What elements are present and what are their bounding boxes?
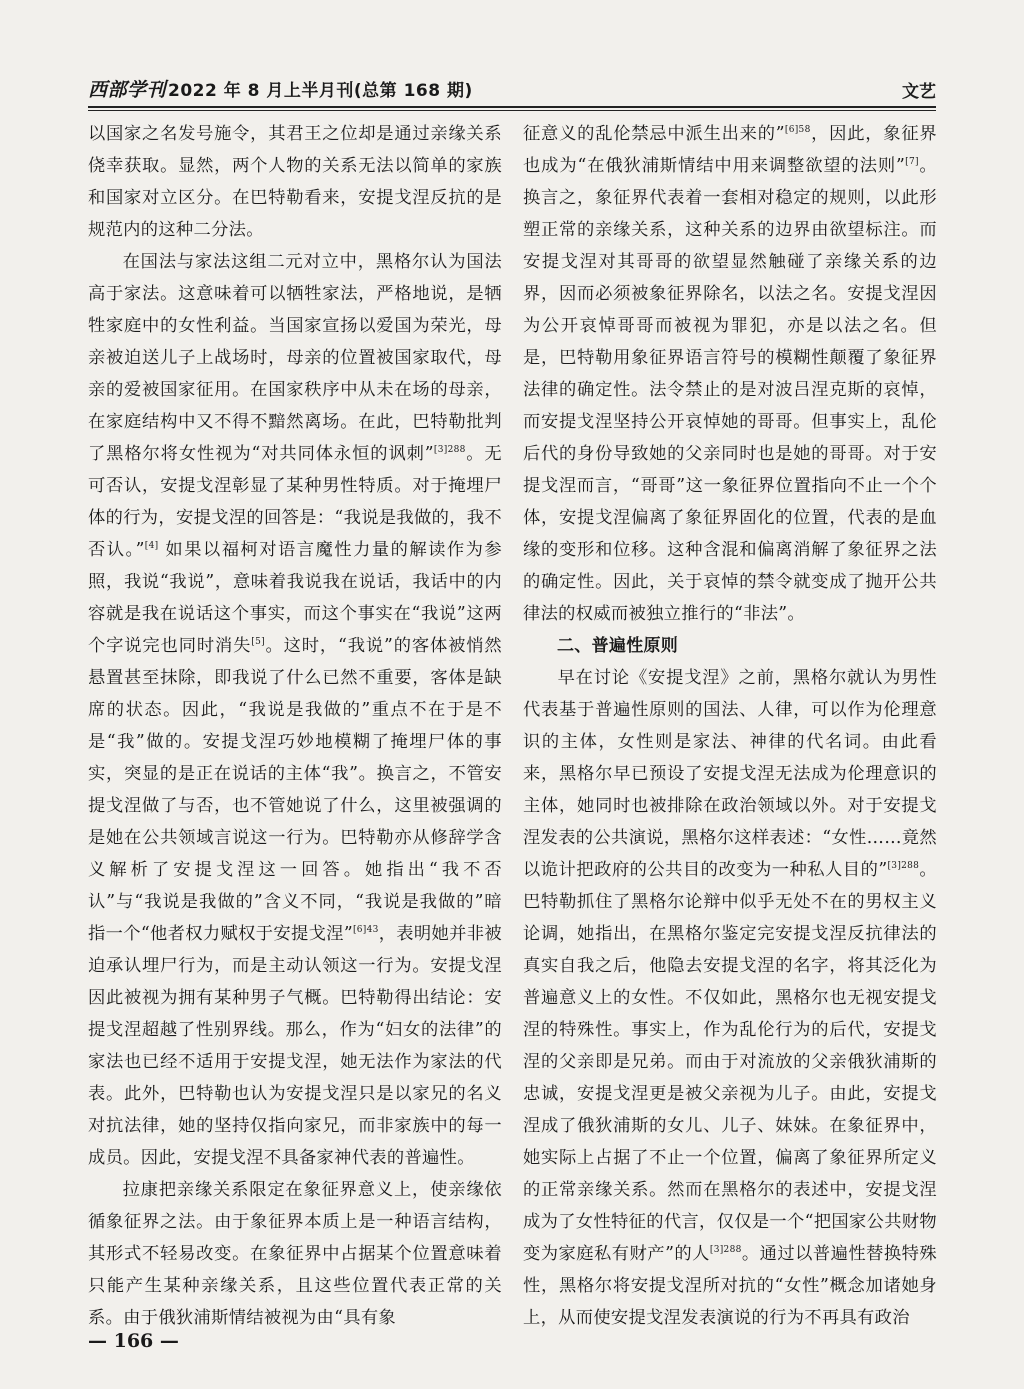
text-run: ，表明她并非被迫承认埋尸行为，而是主动认领这一行为。安提戈涅因此被视为拥有某种男子气概。巴特勒得出结论：安提戈涅超越了性别界线。那么，作为“妇女的法律”的家法也已经不适用于安提戈涅，她无法作为家法的代表。此外，巴特勒也认为安提戈涅只是以家兄的名义对抗法律，她的坚持仅指向家兄，而非家族中的每一成员。因此，安提戈涅不具备家神代表的普遍性。 (88, 924, 502, 1168)
journal-info (88, 75, 473, 102)
paragraph (88, 1174, 502, 1334)
journal-logo: 西部学刊 (88, 79, 167, 101)
paragraph (88, 118, 502, 246)
citation-ref: [4] (144, 541, 159, 552)
header-rule (88, 106, 936, 108)
paragraph (88, 246, 502, 1174)
text-run: 如果以福柯对语言魔性力量的解读作为参照，我说“我说”，意味着我说我在说话，我话中的内容就是我在说话这个事实，而这个事实在“我说”这两个字说完也同时消失 (88, 540, 503, 656)
text-run: ，因此，象征界也成为“在俄狄浦斯情结中用来调整欲望的法则” (523, 124, 937, 176)
citation-ref: [3]288 (887, 861, 920, 872)
citation-ref: [6]43 (352, 925, 379, 936)
citation-ref: [6]58 (784, 125, 811, 136)
text-run: 征意义的乱伦禁忌中派生出来的” (523, 124, 785, 144)
text-run: 。换言之，象征界代表着一套相对稳定的规则，以此形塑正常的亲缘关系，这种关系的边界由欲望标注。而安提戈涅对其哥哥的欲望显然触碰了亲缘关系的边界，因而必须被象征界除名，以法之名。安提戈涅因为公开哀悼哥哥而被视为罪犯，亦是以法之名。但是，巴特勒用象征界语言符号的模糊性颠覆了象征界法律的确定性。法令禁止的是对波吕涅克斯的哀悼，而安提戈涅坚持公开哀悼她的哥哥。但事实上，乱伦后代的身份导致她的父亲同时也是她的哥哥。对于安提戈涅而言，“哥哥”这一象征界位置指向不止一个个体，安提戈涅偏离了象征界固化的位置，代表的是血缘的变形和位移。这种含混和偏离消解了象征界之法的确定性。因此，关于哀悼的禁令就变成了抛开公共律法的权威而被独立推行的“非法”。 (523, 156, 937, 624)
header-rule-thin (88, 110, 936, 111)
page-number: — 166 — (88, 1330, 179, 1352)
right-column (523, 118, 937, 1334)
left-column (88, 118, 502, 1334)
text-run: 以国家之名发号施令，其君王之位却是通过亲缘关系侥幸获取。显然，两个人物的关系无法以简单的家族和国家对立区分。在巴特勒看来，安提戈涅反抗的是规范内的这种二分法。 (88, 124, 502, 240)
citation-ref: [5] (251, 637, 265, 648)
citation-ref: [3]288 (433, 445, 466, 456)
text-run: 拉康把亲缘关系限定在象征界意义上，使亲缘依循象征界之法。由于象征界本质上是一种语言结构，其形式不轻易改变。在象征界中占据某个位置意味着只能产生某种亲缘关系，且这些位置代表正常的关系。由于俄狄浦斯情结被视为由“具有象 (88, 1180, 502, 1328)
citation-ref: [3]288 (709, 1245, 742, 1256)
issue-info: 2022 年 8 月上半月刊(总第 168 期) (168, 81, 473, 101)
text-run: 在国法与家法这组二元对立中，黑格尔认为国法高于家法。这意味着可以牺牲家法，严格地说，是牺牲家庭中的女性利益。当国家宣扬以爱国为荣光，母亲被迫送儿子上战场时，母亲的位置被国家取代，母亲的爱被国家征用。在国家秩序中从未在场的母亲，在家庭结构中又不得不黯然离场。在此，巴特勒批判了黑格尔将女性视为“对共同体永恒的讽刺” (88, 252, 502, 464)
text-run: 。这时，“我说”的客体被悄然悬置甚至抹除，即我说了什么已然不重要，客体是缺席的状态。因此，“我说是我做的”重点不在于是不是“我”做的。安提戈涅巧妙地模糊了掩埋尸体的事实，突显的是正在说话的主体“我”。换言之，不管安提戈涅做了与否，也不管她说了什么，这里被强调的是她在公共领域言说这一行为。巴特勒亦从修辞学含义解析了安提戈涅这一回答。她指出“我不否认”与“我说是我做的”含义不同，“我说是我做的”暗指一个“他者权力赋权于安提戈涅” (88, 636, 502, 944)
paragraph (523, 662, 937, 1334)
section-label: 文艺 (902, 82, 936, 102)
text-run: 早在讨论《安提戈涅》之前，黑格尔就认为男性代表基于普遍性原则的国法、人律，可以作为伦理意识的主体，女性则是家法、神律的代名词。由此看来，黑格尔早已预设了安提戈涅无法成为伦理意识的主体，她同时也被排除在政治领域以外。对于安提戈涅发表的公共演说，黑格尔这样表述：“女性……竟然以诡计把政府的公共目的改变为一种私人目的” (523, 668, 937, 880)
page-header (88, 72, 936, 102)
citation-ref: [7] (905, 157, 919, 168)
paragraph (523, 118, 937, 630)
text-run: 。无可否认，安提戈涅彰显了某种男性特质。对于掩埋尸体的行为，安提戈涅的回答是：“我说是我做的，我不否认。” (88, 444, 502, 560)
text-run: 。巴特勒抓住了黑格尔论辩中似乎无处不在的男权主义论调，她指出，在黑格尔鉴定完安提戈涅反抗律法的真实自我之后，他隐去安提戈涅的名字，将其泛化为普遍意义上的女性。不仅如此，黑格尔也无视安提戈涅的特殊性。事实上，作为乱伦行为的后代，安提戈涅的父亲即是兄弟。而由于对流放的父亲俄狄浦斯的忠诚，安提戈涅更是被父亲视为儿子。由此，安提戈涅成了俄狄浦斯的女儿、儿子、妹妹。在象征界中，她实际上占据了不止一个位置，偏离了象征界所定义的正常亲缘关系。然而在黑格尔的表述中，安提戈涅成为了女性特征的代言，仅仅是一个“把国家公共财物变为家庭私有财产”的人 (523, 860, 937, 1264)
section-heading: 二、普遍性原则 (557, 636, 679, 656)
text-run: 。通过以普遍性替换特殊性，黑格尔将安提戈涅所对抗的“女性”概念加诸她身上，从而使安提戈涅发表演说的行为不再具有政治 (523, 1244, 937, 1328)
